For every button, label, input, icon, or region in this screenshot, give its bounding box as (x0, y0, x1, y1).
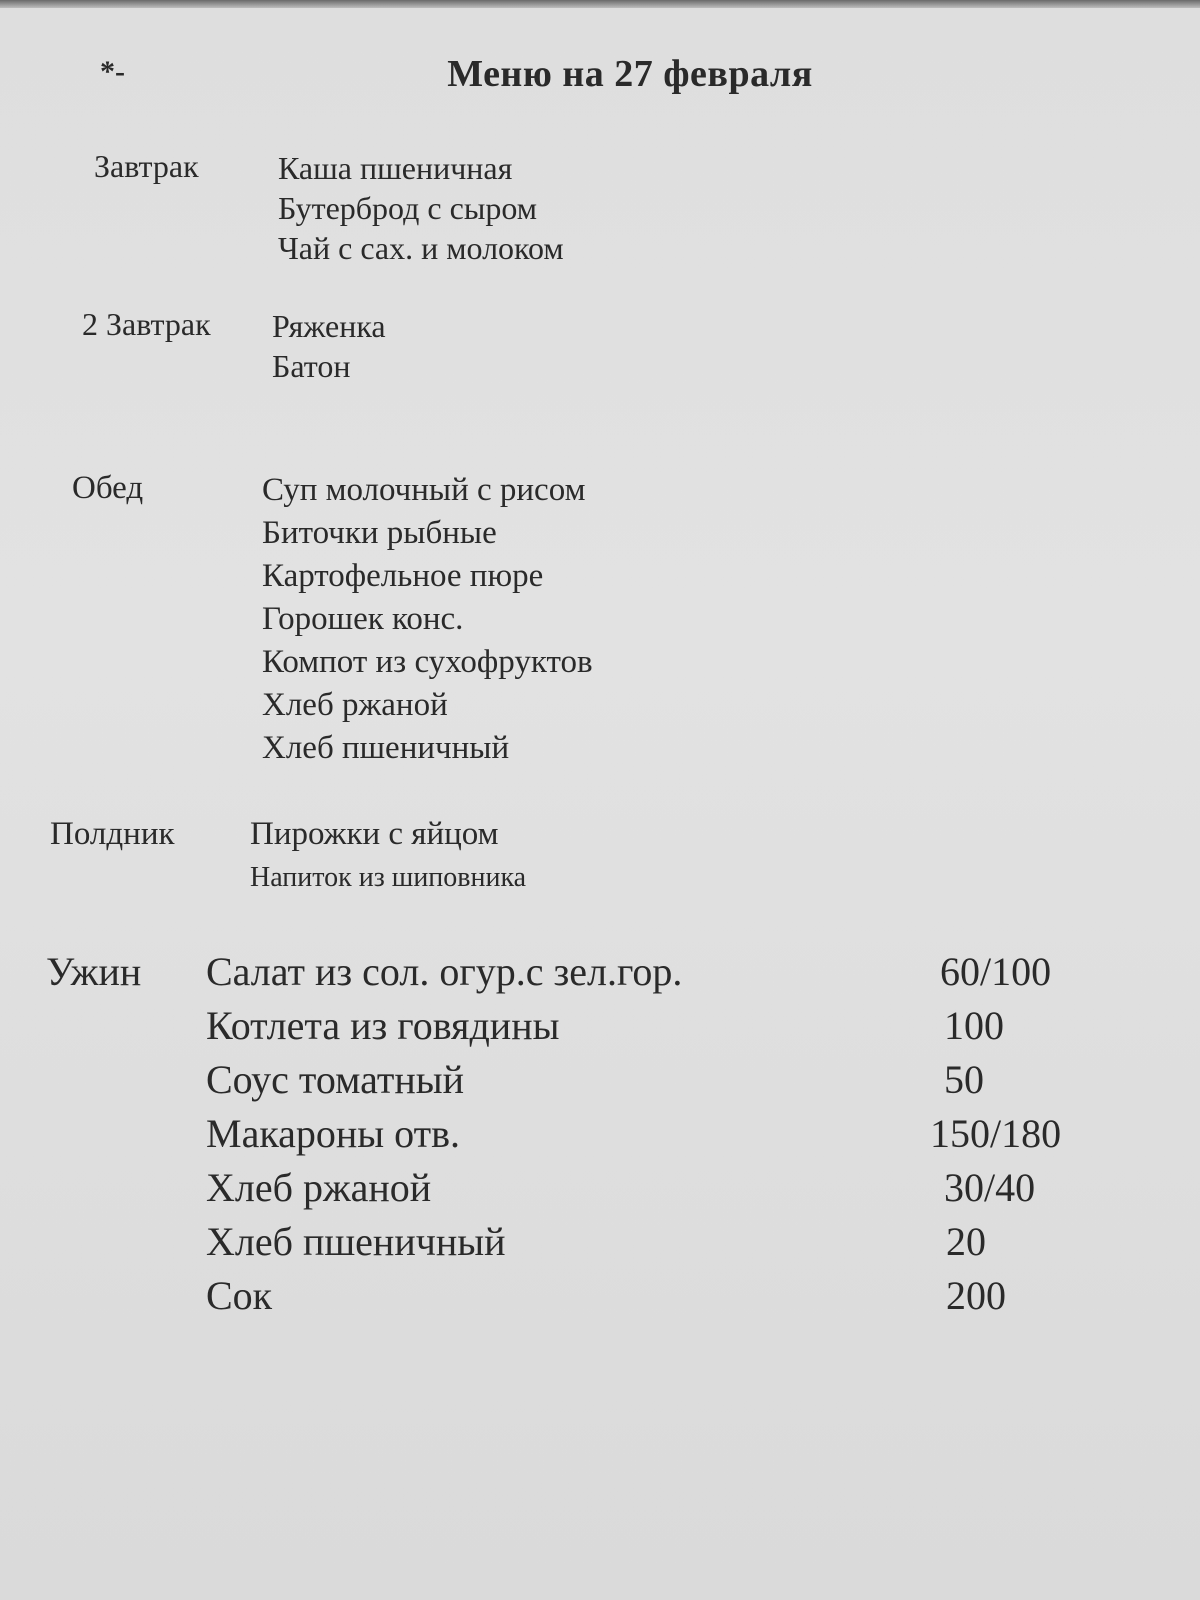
page-title: Меню на 27 февраля (447, 53, 813, 95)
portion-weight: 50 (944, 1057, 984, 1102)
dish-name: Хлеб пшеничный (262, 730, 510, 766)
meal-name: Ужин (46, 949, 142, 994)
dish-name: Хлеб ржаной (206, 1165, 432, 1210)
dish-name: Суп молочный с рисом (262, 472, 586, 508)
dish-name: Батон (272, 348, 351, 384)
dish-name: Чай с сах. и молоком (278, 230, 564, 266)
portion-weight: 150/180 (930, 1111, 1062, 1156)
dish-name: Каша пшеничная (278, 150, 513, 186)
portion-weight: 60/100 (940, 949, 1052, 994)
meal-name: Обед (72, 470, 144, 506)
portion-weight: 100 (944, 1003, 1004, 1048)
dish-name: Соус томатный (206, 1057, 465, 1102)
page-marker: *- (100, 55, 125, 88)
dish-name: Горошек конс. (262, 601, 464, 637)
meal-name: 2 Завтрак (82, 306, 211, 342)
dish-name: Биточки рыбные (262, 515, 497, 551)
dish-name: Ряженка (272, 308, 386, 344)
dish-name: Хлеб ржаной (262, 687, 448, 723)
dish-name: Салат из сол. огур.с зел.гор. (206, 949, 683, 994)
meal-name: Полдник (50, 816, 175, 852)
dish-name: Сок (206, 1273, 273, 1318)
dish-name: Компот из сухофруктов (262, 644, 593, 680)
dish-name: Бутерброд с сыром (278, 190, 537, 226)
dish-name: Макароны отв. (206, 1111, 461, 1156)
dish-name: Пирожки с яйцом (250, 816, 499, 852)
dish-name: Картофельное пюре (262, 558, 544, 594)
meal-name: Завтрак (94, 148, 199, 184)
portion-weight: 20 (946, 1219, 986, 1264)
dish-name: Напиток из шиповника (250, 862, 527, 893)
dish-name: Котлета из говядины (206, 1003, 560, 1048)
portion-weight: 30/40 (944, 1165, 1036, 1210)
dish-name: Хлеб пшеничный (206, 1219, 506, 1264)
portion-weight: 200 (946, 1273, 1006, 1318)
